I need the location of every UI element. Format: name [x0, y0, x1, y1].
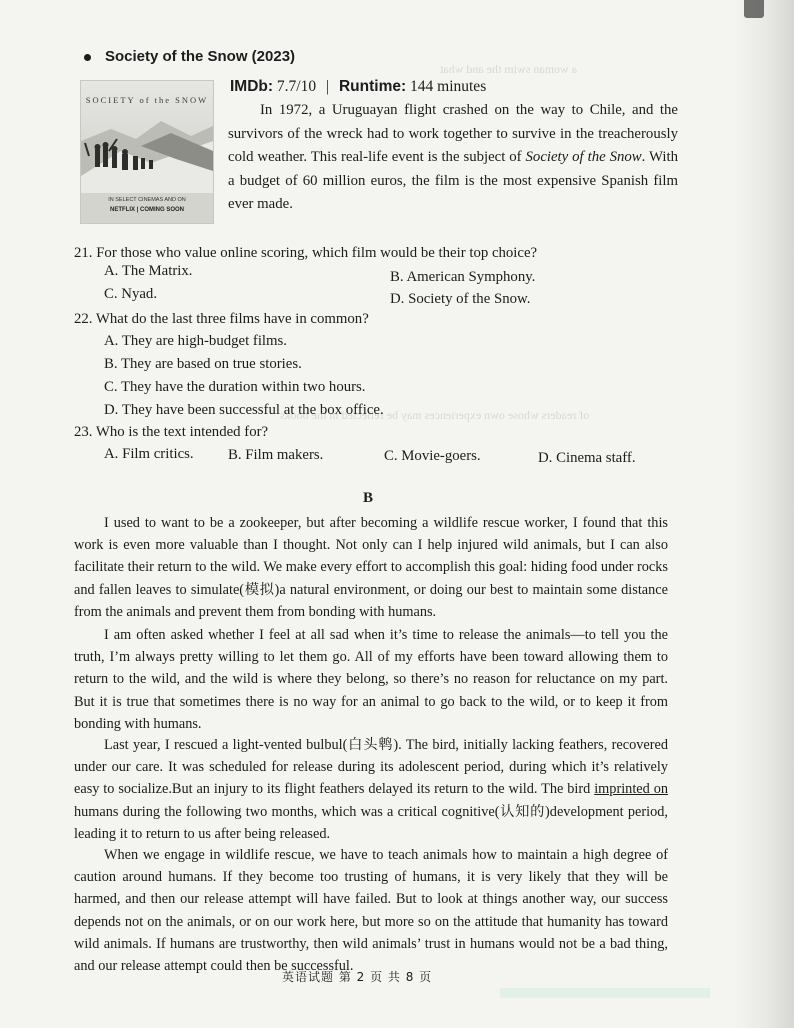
runtime-value: 144 minutes [410, 78, 487, 95]
imdb-value: 7.7/10 [276, 78, 317, 95]
film-title: Society of the Snow (2023) [105, 48, 296, 65]
film-synopsis [228, 99, 678, 217]
answer-option[interactable]: A. The Matrix. [104, 263, 193, 279]
paragraph-text: humans during the following two months, which was a critical cognitive(认知的)development period, leading it to return to us after being released. [74, 803, 668, 842]
passage-paragraph-1 [74, 512, 668, 623]
answer-option[interactable]: C. Nyad. [104, 286, 158, 302]
runtime-label: Runtime: [338, 78, 407, 95]
bullet-icon [84, 54, 91, 61]
section-label: B [363, 490, 374, 506]
bleed-through-text: of readers whose own experiences may be reflected in the books [280, 408, 590, 422]
answer-option[interactable]: B. They are based on true stories. [104, 356, 302, 372]
answer-option[interactable]: C. Movie-goers. [384, 448, 481, 464]
paragraph-text: When we engage in wildlife rescue, we have to teach animals how to maintain a high degree of caution around humans. If they become too trusting of humans, it is very likely that they will be harmed, and then our release attempt will have failed. But to look at things another way, our success depends not on the animals, or on our work here, but more so on the attitude that humanity has toward wild animals. If humans are trustworthy, then wild animals’ trust in humans would not be a bad thing, and our release attempt could then be successful. [74, 847, 668, 975]
film-heading [84, 48, 295, 65]
underlined-phrase: imprinted on [594, 781, 668, 798]
poster-cinema-line: IN SELECT CINEMAS AND ON [108, 197, 186, 203]
bleed-through-text: a woman swim the and what [440, 62, 577, 76]
question-stem: 23. Who is the text intended for? [74, 424, 269, 440]
answer-option[interactable]: A. Film critics. [104, 446, 194, 462]
answer-option[interactable]: A. They are high-budget films. [104, 333, 288, 349]
passage-paragraph-3 [74, 734, 668, 845]
paragraph-text: I used to want to be a zookeeper, but after becoming a wildlife rescue worker, I found that this work is even more valuable than I thought. Not only can I help injured wild animals, but I can also facilitate their return to the wild. We make every effort to accomplish this goal: hiding food under rocks and fallen leaves to simulate(模拟)a natural environment, or doing our best to maintain some distance from the animals and prevent them from bonding with humans. [74, 515, 668, 620]
poster-brand-line: NETFLIX | COMING SOON [109, 207, 184, 213]
meta-separator: | [325, 78, 330, 95]
question-stem: 21. For those who value online scoring, which film would be their top choice? [74, 245, 538, 261]
answer-option[interactable]: C. They have the duration within two hours. [104, 379, 366, 395]
passage-paragraph-4 [74, 844, 668, 977]
page-footer: 英语试题 第 2 页 共 8 页 [282, 970, 433, 984]
paragraph-text: I am often asked whether I feel at all sad when it’s time to release the animals—to tell you the truth, I’m always pretty willing to let them go. All of my efforts have been toward allowing them to return to the wild, and the wild is where they belong, so there’s no reason for reluctance on my part. But it is true that sometimes there is no way for an animal to go back to the wild, or to keep it from bonding with humans. [74, 627, 668, 732]
page-edge-shadow [734, 0, 794, 1028]
answer-option[interactable]: B. Film makers. [228, 447, 324, 463]
passage-paragraph-2 [74, 624, 668, 735]
film-meta [230, 78, 486, 96]
synopsis-film-title: Society of the Snow [525, 149, 642, 165]
question-stem: 22. What do the last three films have in common? [74, 311, 369, 327]
answer-option[interactable]: B. American Symphony. [390, 269, 536, 285]
answer-option[interactable]: D. They have been successful at the box office. [104, 402, 384, 418]
paragraph-text: Last year, I rescued a light-vented bulbul(白头鹎). The bird, initially lacking feathers, recovered under our care. It was scheduled for release during its adolescent period, during which it’s relatively easy to socialize.But an injury to its flight feathers delayed its return to the wild. The bird [74, 737, 668, 798]
movie-poster [80, 80, 214, 224]
binder-clip [744, 0, 764, 18]
answer-option[interactable]: D. Cinema staff. [538, 450, 636, 466]
poster-title: SOCIETY of the SNOW [85, 95, 209, 105]
footer-band [500, 988, 710, 998]
synopsis-text-end: . With a budget of 60 million euros, the film is the most expensive Spanish film ever made. [228, 149, 678, 212]
answer-option[interactable]: D. Society of the Snow. [390, 291, 531, 307]
imdb-label: IMDb: [230, 78, 274, 95]
synopsis-text: In 1972, a Uruguayan flight crashed on the way to Chile, and the survivors of the wreck had to work together to survive in the treacherously cold weather. This real-life event is the subject of [228, 102, 678, 165]
